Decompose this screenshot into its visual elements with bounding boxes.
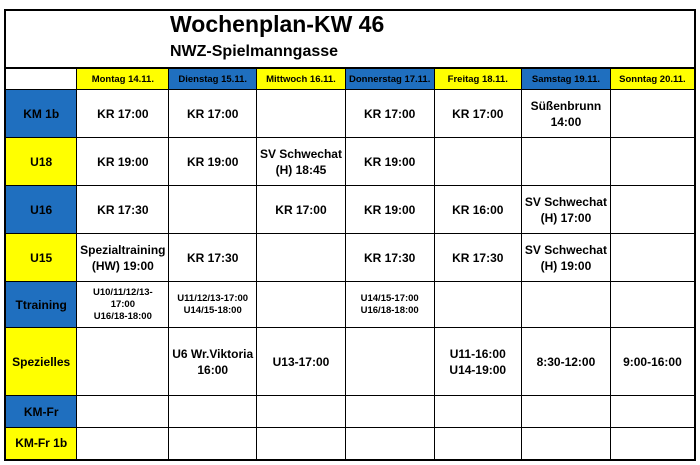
schedule-cell: [77, 396, 169, 428]
schedule-row: [5, 396, 695, 428]
schedule-cell: [434, 138, 522, 186]
schedule-cell: [77, 428, 169, 460]
team-label-cell: KM-Fr 1b: [5, 428, 77, 460]
schedule-cell: [169, 328, 257, 396]
schedule-entry-line: KR 19:00: [364, 202, 416, 217]
schedule-cell: [522, 328, 611, 396]
schedule-cell: [257, 428, 346, 460]
day-header-cell: Montag 14.11.: [77, 68, 169, 90]
schedule-entry-line: KR 17:00: [187, 106, 239, 121]
schedule-entry-line: U14/15-18:00: [183, 304, 242, 316]
schedule-row: [5, 90, 695, 138]
schedule-entry-line: 14:00: [550, 114, 582, 129]
team-label-cell: Spezielles: [5, 328, 77, 396]
schedule-entry-line: KR 17:30: [452, 250, 504, 265]
schedule-entry-line: 16:00: [197, 362, 229, 377]
schedule-cell: [257, 186, 346, 234]
schedule-cell: [77, 90, 169, 138]
schedule-entry-line: (H) 19:00: [540, 258, 592, 273]
schedule-cell: [610, 282, 695, 328]
schedule-cell: [434, 396, 522, 428]
schedule-cell: [522, 396, 611, 428]
schedule-cell: [169, 396, 257, 428]
schedule-row: [5, 428, 695, 460]
schedule-cell: [169, 234, 257, 282]
schedule-cell: [345, 282, 434, 328]
schedule-cell: [610, 186, 695, 234]
schedule-entry-line: KR 17:30: [97, 202, 149, 217]
schedule-cell: [169, 138, 257, 186]
schedule-cell: [610, 396, 695, 428]
schedule-row: [5, 328, 695, 396]
schedule-entry-line: (H) 18:45: [275, 162, 327, 177]
team-label-cell: KM 1b: [5, 90, 77, 138]
schedule-cell: [257, 282, 346, 328]
schedule-cell: [77, 328, 169, 396]
schedule-entry-line: U11/12/13-17:00: [177, 292, 249, 304]
schedule-row: [5, 282, 695, 328]
schedule-cell: [169, 282, 257, 328]
title-block: [4, 9, 696, 65]
team-label-cell: Ttraining: [5, 282, 77, 328]
schedule-cell: [522, 90, 611, 138]
weekly-plan-sheet: [4, 9, 696, 461]
schedule-cell: [522, 428, 611, 460]
schedule-entry-line: U11-16:00: [449, 346, 506, 361]
page-title: Wochenplan-KW 46: [170, 11, 385, 37]
schedule-entry-line: U13-17:00: [272, 354, 330, 369]
schedule-entry-line: KR 19:00: [364, 154, 416, 169]
schedule-entry-line: KR 17:00: [364, 106, 416, 121]
schedule-entry-line: SV Schwechat: [259, 146, 342, 161]
schedule-entry-line: KR 17:00: [97, 106, 149, 121]
schedule-entry-line: U6 Wr.Viktoria: [172, 346, 254, 361]
schedule-entry-line: KR 17:30: [187, 250, 239, 265]
schedule-entry-line: SV Schwechat: [524, 194, 607, 209]
day-header-cell: Mittwoch 16.11.: [257, 68, 346, 90]
day-header-cell: Samstag 19.11.: [522, 68, 611, 90]
schedule-entry-line: (HW) 19:00: [91, 258, 154, 273]
schedule-cell: [434, 428, 522, 460]
schedule-entry-line: KR 16:00: [452, 202, 504, 217]
schedule-cell: [434, 90, 522, 138]
schedule-cell: [610, 428, 695, 460]
schedule-cell: [257, 396, 346, 428]
team-label-cell: U16: [5, 186, 77, 234]
team-label-cell: KM-Fr: [5, 396, 77, 428]
schedule-cell: [257, 90, 346, 138]
schedule-cell: [610, 138, 695, 186]
schedule-entry-line: 8:30-12:00: [536, 354, 596, 369]
team-label-cell: U18: [5, 138, 77, 186]
schedule-cell: [345, 396, 434, 428]
schedule-entry-line: Süßenbrunn: [530, 98, 602, 113]
schedule-entry-line: KR 19:00: [97, 154, 149, 169]
schedule-cell: [77, 186, 169, 234]
schedule-row: [5, 138, 695, 186]
schedule-cell: [169, 428, 257, 460]
corner-cell: [5, 68, 77, 90]
day-header-cell: Sonntag 20.11.: [610, 68, 695, 90]
schedule-entry-line: U16/18-18:00: [360, 304, 419, 316]
schedule-cell: [77, 282, 169, 328]
schedule-table: [4, 9, 696, 461]
schedule-cell: [610, 234, 695, 282]
schedule-cell: [434, 186, 522, 234]
schedule-cell: [610, 328, 695, 396]
schedule-row: [5, 186, 695, 234]
schedule-cell: [257, 328, 346, 396]
schedule-entry-line: KR 19:00: [187, 154, 239, 169]
schedule-entry-line: U14/15-17:00: [360, 292, 419, 304]
schedule-cell: [345, 90, 434, 138]
schedule-cell: [77, 138, 169, 186]
schedule-entry-line: U16/18-18:00: [93, 310, 152, 322]
schedule-cell: [522, 186, 611, 234]
schedule-cell: [345, 234, 434, 282]
schedule-entry-line: 17:00: [110, 298, 135, 310]
schedule-entry-line: Spezialtraining: [80, 242, 166, 257]
page-subtitle: NWZ-Spielmanngasse: [170, 43, 339, 60]
schedule-cell: [257, 234, 346, 282]
schedule-cell: [522, 282, 611, 328]
schedule-entry-line: KR 17:30: [364, 250, 416, 265]
team-label-cell: U15: [5, 234, 77, 282]
schedule-entry-line: KR 17:00: [452, 106, 504, 121]
schedule-cell: [434, 234, 522, 282]
schedule-cell: [169, 90, 257, 138]
schedule-entry-line: KR 17:00: [275, 202, 327, 217]
day-header-cell: Donnerstag 17.11.: [345, 68, 434, 90]
schedule-cell: [434, 328, 522, 396]
schedule-entry-line: U14-19:00: [449, 362, 507, 377]
day-header-row: [5, 68, 695, 90]
schedule-cell: [77, 234, 169, 282]
schedule-cell: [169, 186, 257, 234]
schedule-cell: [610, 90, 695, 138]
schedule-entry-line: SV Schwechat: [524, 242, 607, 257]
schedule-row: [5, 234, 695, 282]
schedule-cell: [345, 138, 434, 186]
schedule-cell: [434, 282, 522, 328]
schedule-cell: [257, 138, 346, 186]
schedule-cell: [522, 138, 611, 186]
schedule-cell: [345, 328, 434, 396]
day-header-cell: Freitag 18.11.: [434, 68, 522, 90]
schedule-cell: [522, 234, 611, 282]
schedule-cell: [345, 186, 434, 234]
schedule-cell: [345, 428, 434, 460]
day-header-cell: Dienstag 15.11.: [169, 68, 257, 90]
schedule-entry-line: U10/11/12/13-: [93, 286, 153, 298]
schedule-entry-line: 9:00-16:00: [623, 354, 682, 369]
schedule-entry-line: (H) 17:00: [540, 210, 592, 225]
